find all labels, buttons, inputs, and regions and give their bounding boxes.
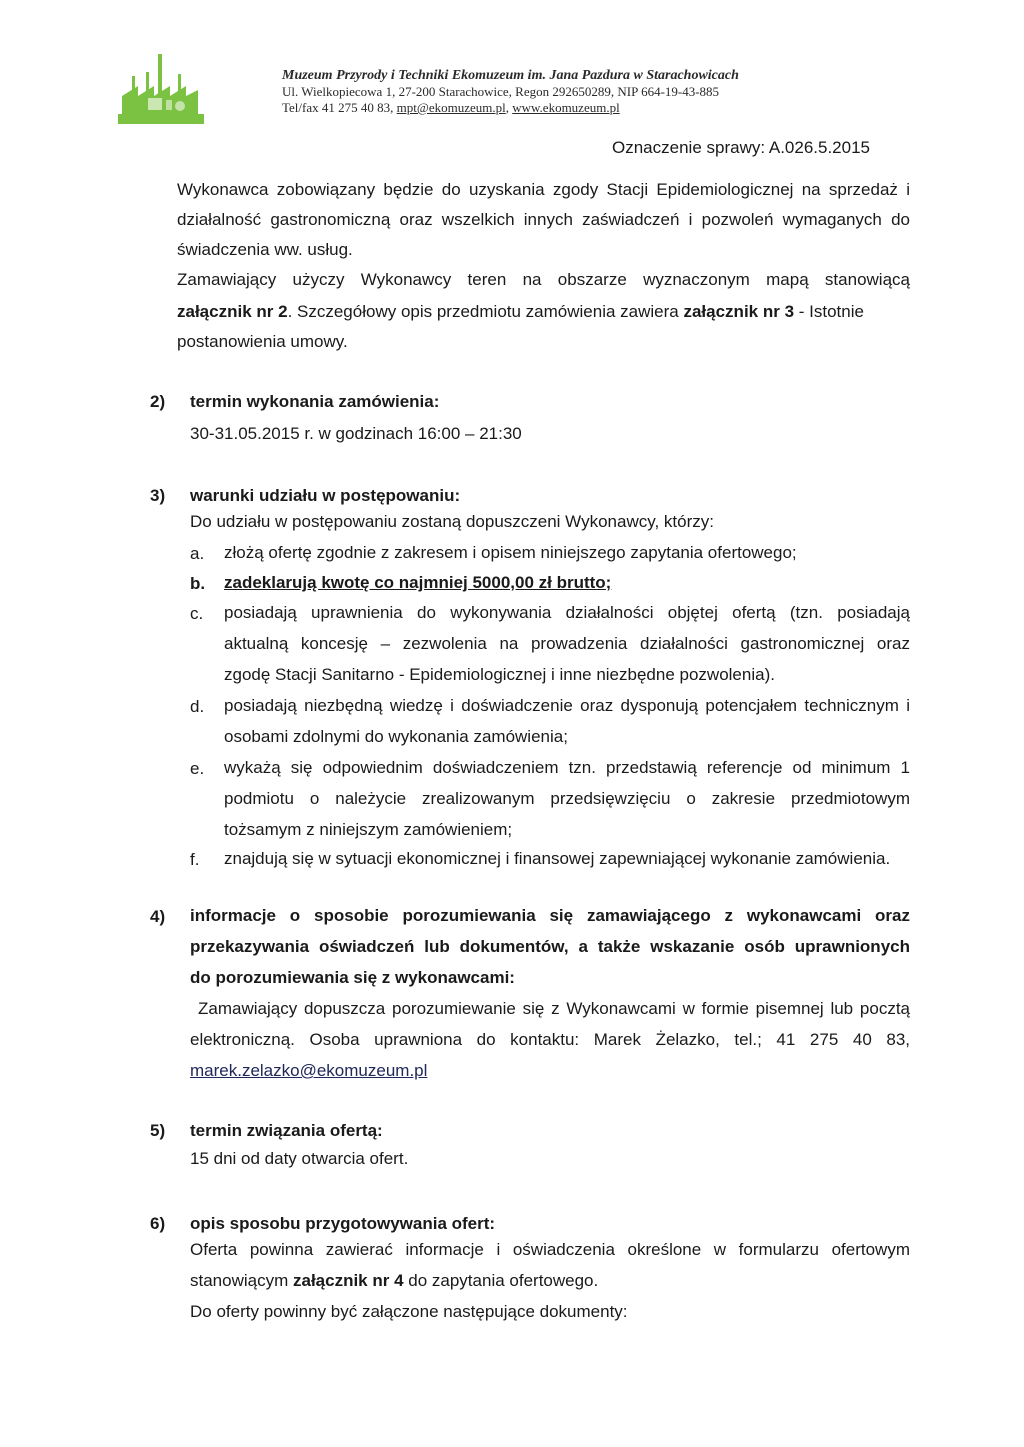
section-5-body: 15 dni od daty otwarcia ofert. — [190, 1149, 409, 1168]
item-d-letter: d. — [190, 697, 205, 716]
contact-person-email-link[interactable]: marek.zelazko@ekomuzeum.pl — [190, 1061, 428, 1080]
letterhead — [118, 48, 898, 128]
section-4-body-line-2: elektroniczną. Osoba uprawniona do kontaktu: Marek Żelazko, tel.; 41 275 40 83, — [190, 1030, 910, 1049]
section-3-number: 3) — [150, 486, 166, 505]
item-e-letter: e. — [190, 759, 205, 778]
section-5-title: termin związania ofertą: — [190, 1121, 383, 1140]
item-e-line-3: tożsamym z niniejszym zamówieniem; — [224, 820, 513, 839]
section-3-intro: Do udziału w postępowaniu zostaną dopuszczeni Wykonawcy, którzy: — [190, 512, 714, 531]
item-e-line-1: wykażą się odpowiednim doświadczeniem tzn. przedstawią referencje od minimum 1 — [224, 758, 910, 777]
contact-phone: Tel/fax 41 275 40 83, — [282, 100, 394, 115]
attachment-3-ref: załącznik nr 3 — [683, 302, 795, 321]
section-6-line-2-tail: do zapytania ofertowego. — [403, 1271, 599, 1290]
section-6-line-3: Do oferty powinny być załączone następujące dokumenty: — [190, 1302, 628, 1321]
intro-line-3: świadczenia ww. usług. — [177, 240, 353, 259]
item-a-letter: a. — [190, 544, 205, 563]
intro-line-5-text: . Szczegółowy opis przedmiotu zamówienia zawiera — [287, 302, 684, 321]
section-6-line-2 — [190, 1265, 598, 1296]
website-link[interactable]: www.ekomuzeum.pl — [512, 100, 620, 115]
contact-email-link[interactable]: mpt@ekomuzeum.pl — [396, 100, 506, 115]
section-6-line-1: Oferta powinna zawierać informacje i oświadczenia określone w formularzu ofertowym — [190, 1240, 910, 1259]
section-6-title: opis sposobu przygotowywania ofert: — [190, 1214, 496, 1233]
contact-separator: , — [505, 100, 509, 115]
item-b-letter: b. — [190, 574, 206, 593]
section-4-email — [190, 1055, 427, 1086]
item-c-line-2: aktualną koncesję – zezwolenia na prowadzenia działalności gastronomicznej oraz — [224, 634, 910, 653]
section-2-title: termin wykonania zamówienia: — [190, 392, 440, 411]
item-c-letter: c. — [190, 604, 204, 623]
item-d-line-1: posiadają niezbędną wiedzę i doświadczenie oraz dysponują potencjałem technicznym i — [224, 696, 910, 715]
intro-line-1: Wykonawca zobowiązany będzie do uzyskania zgody Stacji Epidemiologicznej na sprzedaż i — [177, 180, 910, 199]
intro-line-4: Zamawiający użyczy Wykonawcy teren na obszarze wyznaczonym mapą stanowiącą — [177, 270, 910, 289]
section-5-number: 5) — [150, 1121, 166, 1140]
intro-line-2: działalność gastronomiczną oraz wszelkich innych zaświadczeń i pozwoleń wymaganych do — [177, 210, 910, 229]
factory-logo-icon — [118, 52, 204, 124]
item-b-line-1: zadeklarują kwotę co najmniej 5000,00 zł brutto; — [224, 573, 612, 592]
section-2-body: 30-31.05.2015 r. w godzinach 16:00 – 21:30 — [190, 424, 522, 443]
section-4-title-line-3: do porozumiewania się z wykonawcami: — [190, 968, 515, 987]
section-2-number: 2) — [150, 392, 166, 411]
section-4-number: 4) — [150, 907, 166, 926]
institution-address: Ul. Wielkopiecowa 1, 27-200 Starachowice, Regon 292650289, NIP 664-19-43-885 — [282, 84, 720, 99]
intro-line-5-tail: - Istotnie — [794, 302, 864, 321]
institution-contact — [282, 100, 739, 116]
attachment-2-ref: załącznik nr 2 — [177, 302, 288, 321]
attachment-4-ref: załącznik nr 4 — [292, 1271, 404, 1290]
institution-name: Muzeum Przyrody i Techniki Ekomuzeum im. Jana Pazdura w Starachowicach — [282, 68, 739, 83]
item-c-line-1: posiadają uprawnienia do wykonywania działalności objętej ofertą (tzn. posiadają — [224, 603, 910, 622]
ekomuzeum-logo — [118, 52, 204, 124]
intro-line-5 — [177, 296, 864, 327]
case-reference: Oznaczenie sprawy: A.026.5.2015 — [612, 138, 870, 157]
section-6-number: 6) — [150, 1214, 166, 1233]
item-d-line-2: osobami zdolnymi do wykonania zamówienia; — [224, 727, 568, 746]
intro-line-6: postanowienia umowy. — [177, 332, 348, 351]
letterhead-text — [282, 68, 739, 116]
section-4-body-line-1: Zamawiający dopuszcza porozumiewanie się z Wykonawcami w formie pisemnej lub pocztą — [198, 999, 910, 1018]
item-f-line-1: znajdują się w sytuacji ekonomicznej i finansowej zapewniającej wykonanie zamówienia. — [224, 849, 891, 868]
item-a-line-1: złożą ofertę zgodnie z zakresem i opisem niniejszego zapytania ofertowego; — [224, 543, 797, 562]
section-4-title-line-1: informacje o sposobie porozumiewania się zamawiającego z wykonawcami oraz — [190, 906, 910, 925]
section-3-title: warunki udziału w postępowaniu: — [190, 486, 461, 505]
section-4-title-line-2: przekazywania oświadczeń lub dokumentów, a także wskazanie osób uprawnionych — [190, 937, 910, 956]
item-f-letter: f. — [190, 850, 200, 869]
item-c-line-3: zgodę Stacji Sanitarno - Epidemiologicznej i inne niezbędne pozwolenia). — [224, 665, 775, 684]
item-e-line-2: podmiotu o należycie zrealizowanym przedsięwzięciu o zakresie przedmiotowym — [224, 789, 910, 808]
section-6-line-2-text: stanowiącym — [190, 1271, 293, 1290]
